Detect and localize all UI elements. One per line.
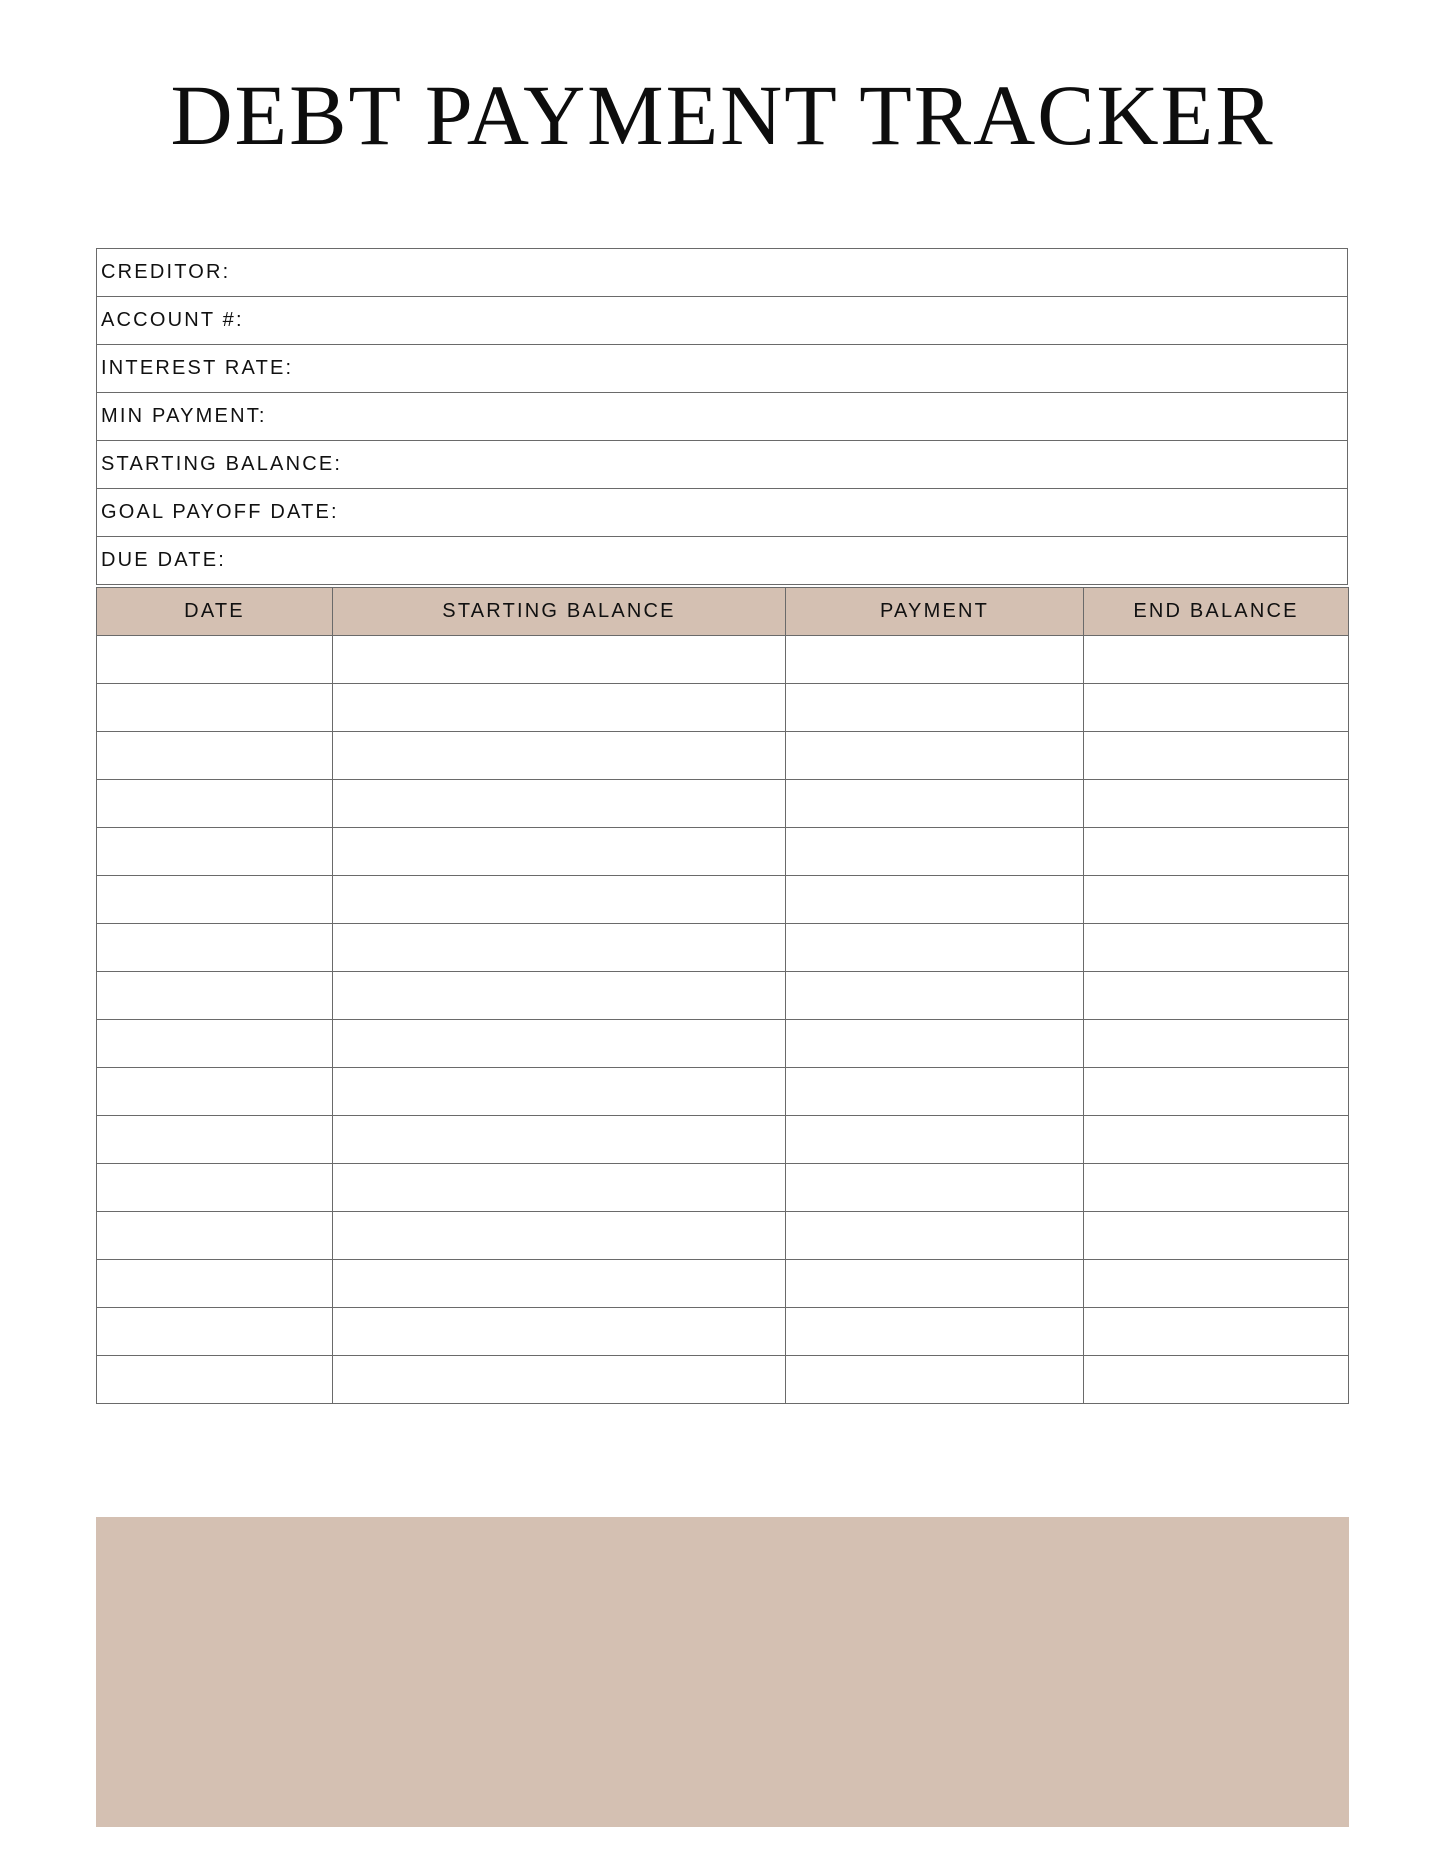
goal-payoff-date-field[interactable]: GOAL PAYOFF DATE: [97, 489, 1348, 537]
end-balance-cell[interactable] [1084, 1260, 1349, 1308]
info-row-goal-payoff-date [97, 489, 1348, 537]
starting-balance-cell[interactable] [333, 1068, 786, 1116]
starting-balance-cell[interactable] [333, 1356, 786, 1404]
column-header-date: DATE [97, 588, 333, 636]
payment-cell[interactable] [786, 972, 1084, 1020]
starting-balance-cell[interactable] [333, 1260, 786, 1308]
end-balance-cell[interactable] [1084, 1356, 1349, 1404]
starting-balance-cell[interactable] [333, 780, 786, 828]
table-row [97, 780, 1349, 828]
table-row [97, 684, 1349, 732]
payment-cell[interactable] [786, 1308, 1084, 1356]
table-row [97, 732, 1349, 780]
table-row [97, 876, 1349, 924]
end-balance-cell[interactable] [1084, 636, 1349, 684]
payment-log-body [97, 636, 1349, 1404]
date-cell[interactable] [97, 636, 333, 684]
payment-log-header-row [97, 588, 1349, 636]
date-cell[interactable] [97, 684, 333, 732]
creditor-field[interactable]: CREDITOR: [97, 249, 1348, 297]
date-cell[interactable] [97, 828, 333, 876]
table-row [97, 972, 1349, 1020]
end-balance-cell[interactable] [1084, 1068, 1349, 1116]
payment-cell[interactable] [786, 828, 1084, 876]
starting-balance-cell[interactable] [333, 732, 786, 780]
payment-cell[interactable] [786, 732, 1084, 780]
starting-balance-cell[interactable] [333, 828, 786, 876]
page-title: DEBT PAYMENT TRACKER [170, 67, 1275, 163]
end-balance-cell[interactable] [1084, 876, 1349, 924]
starting-balance-cell[interactable] [333, 924, 786, 972]
starting-balance-cell[interactable] [333, 972, 786, 1020]
end-balance-cell[interactable] [1084, 1020, 1349, 1068]
end-balance-cell[interactable] [1084, 1164, 1349, 1212]
end-balance-cell[interactable] [1084, 732, 1349, 780]
date-cell[interactable] [97, 972, 333, 1020]
end-balance-cell[interactable] [1084, 780, 1349, 828]
date-cell[interactable] [97, 1308, 333, 1356]
date-cell[interactable] [97, 1356, 333, 1404]
end-balance-cell[interactable] [1084, 1116, 1349, 1164]
date-cell[interactable] [97, 1020, 333, 1068]
payment-cell[interactable] [786, 1260, 1084, 1308]
date-cell[interactable] [97, 1068, 333, 1116]
table-row [97, 1308, 1349, 1356]
payment-cell[interactable] [786, 684, 1084, 732]
payment-cell[interactable] [786, 876, 1084, 924]
date-cell[interactable] [97, 1212, 333, 1260]
table-row [97, 924, 1349, 972]
interest-rate-field[interactable]: INTEREST RATE: [97, 345, 1348, 393]
date-cell[interactable] [97, 876, 333, 924]
table-row [97, 1020, 1349, 1068]
date-cell[interactable] [97, 732, 333, 780]
payment-cell[interactable] [786, 1212, 1084, 1260]
account-number-field[interactable]: ACCOUNT #: [97, 297, 1348, 345]
account-info-table [96, 248, 1348, 585]
starting-balance-cell[interactable] [333, 876, 786, 924]
info-row-due-date [97, 537, 1348, 585]
payment-cell[interactable] [786, 1068, 1084, 1116]
column-header-starting-balance: STARTING BALANCE [333, 588, 786, 636]
table-row [97, 1068, 1349, 1116]
end-balance-cell[interactable] [1084, 828, 1349, 876]
payment-cell[interactable] [786, 1164, 1084, 1212]
starting-balance-cell[interactable] [333, 1116, 786, 1164]
info-row-account-number [97, 297, 1348, 345]
column-header-end-balance: END BALANCE [1084, 588, 1349, 636]
notes-box[interactable] [96, 1517, 1349, 1827]
date-cell[interactable] [97, 924, 333, 972]
starting-balance-cell[interactable] [333, 1164, 786, 1212]
date-cell[interactable] [97, 780, 333, 828]
due-date-field[interactable]: DUE DATE: [97, 537, 1348, 585]
table-row [97, 1116, 1349, 1164]
payment-log-table [96, 587, 1349, 1404]
payment-cell[interactable] [786, 1116, 1084, 1164]
info-row-interest-rate [97, 345, 1348, 393]
min-payment-field[interactable]: MIN PAYMENT: [97, 393, 1348, 441]
column-header-payment: PAYMENT [786, 588, 1084, 636]
starting-balance-cell[interactable] [333, 1020, 786, 1068]
starting-balance-cell[interactable] [333, 684, 786, 732]
table-row [97, 828, 1349, 876]
end-balance-cell[interactable] [1084, 1308, 1349, 1356]
info-row-starting-balance [97, 441, 1348, 489]
table-row [97, 636, 1349, 684]
table-row [97, 1356, 1349, 1404]
table-row [97, 1212, 1349, 1260]
payment-cell[interactable] [786, 636, 1084, 684]
date-cell[interactable] [97, 1260, 333, 1308]
table-row [97, 1164, 1349, 1212]
payment-cell[interactable] [786, 1356, 1084, 1404]
info-row-creditor [97, 249, 1348, 297]
starting-balance-cell[interactable] [333, 1212, 786, 1260]
payment-cell[interactable] [786, 780, 1084, 828]
end-balance-cell[interactable] [1084, 924, 1349, 972]
payment-cell[interactable] [786, 1020, 1084, 1068]
end-balance-cell[interactable] [1084, 684, 1349, 732]
table-row [97, 1260, 1349, 1308]
date-cell[interactable] [97, 1164, 333, 1212]
end-balance-cell[interactable] [1084, 972, 1349, 1020]
starting-balance-field[interactable]: STARTING BALANCE: [97, 441, 1348, 489]
starting-balance-cell[interactable] [333, 636, 786, 684]
date-cell[interactable] [97, 1116, 333, 1164]
payment-cell[interactable] [786, 924, 1084, 972]
starting-balance-cell[interactable] [333, 1308, 786, 1356]
end-balance-cell[interactable] [1084, 1212, 1349, 1260]
info-row-min-payment [97, 393, 1348, 441]
